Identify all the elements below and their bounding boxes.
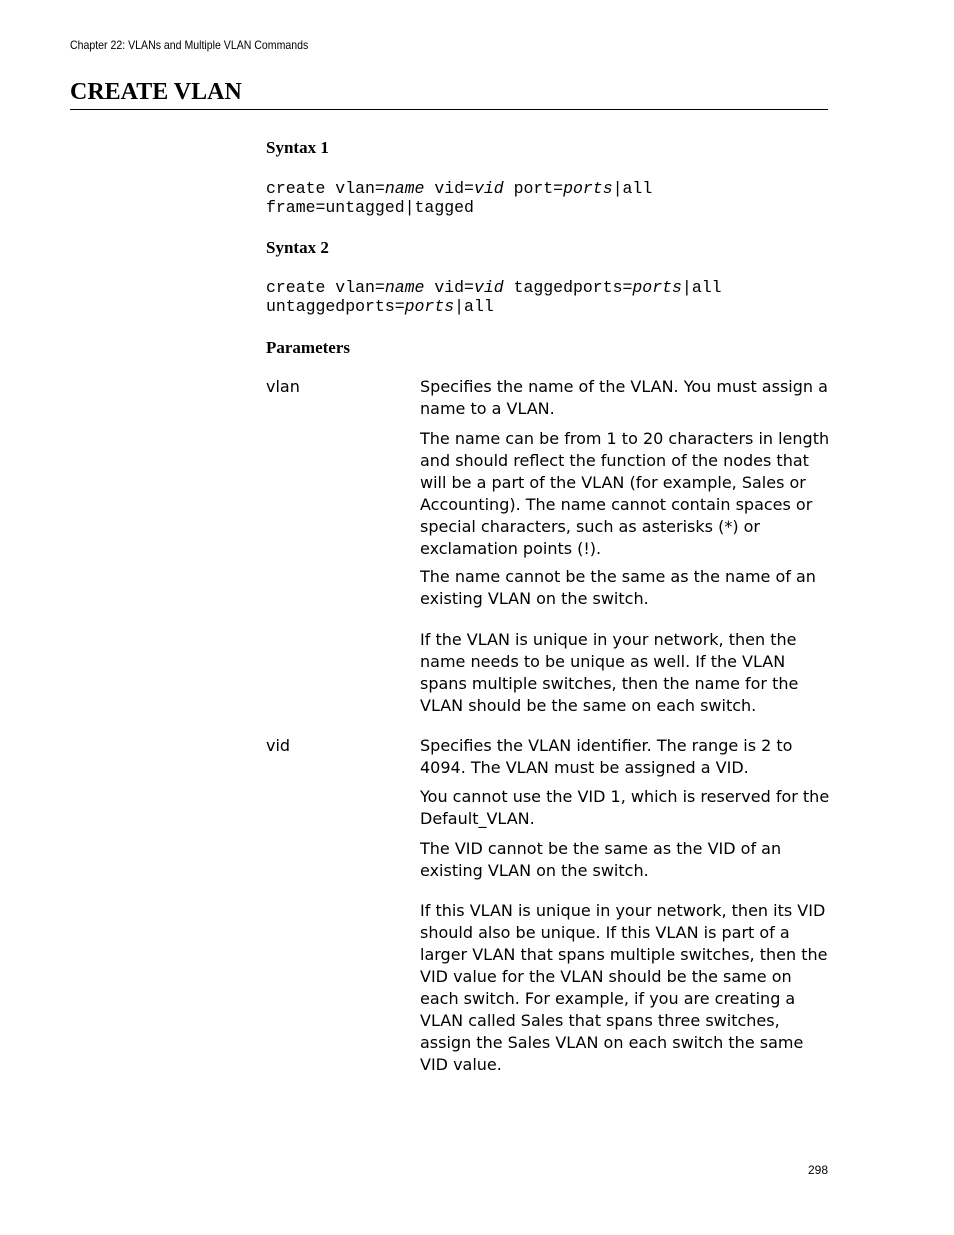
param-paragraph: Specifies the name of the VLAN. You must assign a name to a VLAN. (420, 377, 828, 418)
param-name-vlan: vlan (266, 377, 300, 396)
code-text: vid= (424, 179, 474, 198)
code-text: port= (503, 179, 564, 198)
param-paragraph: Specifies the VLAN identifier. The range is 2 to 4094. The VLAN must be assigned a VID. (420, 736, 793, 777)
code-text: create vlan= (266, 278, 385, 297)
param-desc-vid (420, 786, 832, 830)
code-text: taggedports= (503, 278, 633, 297)
code-variable: vid (473, 278, 504, 297)
code-variable: vid (473, 179, 504, 198)
code-variable: ports (563, 179, 613, 198)
code-text: create vlan= (266, 179, 385, 198)
param-desc-vlan (420, 566, 832, 610)
code-text: |all (612, 179, 653, 198)
param-desc-vlan (420, 629, 832, 717)
param-desc-vid (420, 735, 832, 779)
param-paragraph: The name cannot be the same as the name of an existing VLAN on the switch. (420, 567, 816, 608)
code-text: |all (681, 278, 722, 297)
code-variable: name (384, 278, 425, 297)
param-paragraph: If the VLAN is unique in your network, then the name needs to be unique as well. If the VLAN spans multiple switches, then the name for the VLAN should be the same on each switch. (420, 630, 799, 715)
parameters-heading: Parameters (266, 338, 351, 357)
page-number: 298 (808, 1163, 829, 1177)
title-rule (70, 109, 828, 110)
code-variable: ports (632, 278, 682, 297)
param-paragraph: The VID cannot be the same as the VID of an existing VLAN on the switch. (420, 839, 782, 880)
syntax-1-heading: Syntax 1 (266, 138, 329, 157)
syntax-1-code (266, 179, 652, 217)
param-desc-vid (420, 900, 832, 1076)
code-variable: ports (404, 297, 455, 316)
param-name-vid: vid (266, 736, 291, 755)
param-desc-vlan (420, 428, 832, 560)
param-desc-vlan (420, 376, 832, 420)
running-header: Chapter 22: VLANs and Multiple VLAN Commands (70, 38, 309, 52)
code-text: untaggedports= (266, 297, 405, 316)
param-paragraph: The name can be from 1 to 20 characters in length and should reflect the function of the nodes that will be a part of the VLAN (for example, Sales or Accounting). The name cannot contain spaces or special characters, such as asterisks (*) or exclamation points (!). (420, 429, 830, 558)
param-desc-vid (420, 838, 832, 882)
page-title: CREATE VLAN (70, 79, 242, 105)
syntax-2-code (266, 278, 722, 316)
syntax-2-heading: Syntax 2 (266, 238, 329, 257)
code-text: frame=untagged|tagged (266, 198, 474, 217)
code-variable: name (384, 179, 425, 198)
param-paragraph: If this VLAN is unique in your network, then its VID should also be unique. If this VLAN is part of a larger VLAN that spans multiple switches, then the VID value for the VLAN should be the same on each switch. For example, if you are creating a VLAN called Sales that spans three switches, assign the Sales VLAN on each switch the same VID value. (420, 901, 828, 1074)
param-paragraph: You cannot use the VID 1, which is reserved for the Default_VLAN. (420, 787, 830, 828)
code-text: vid= (424, 278, 474, 297)
code-text: |all (454, 297, 494, 316)
